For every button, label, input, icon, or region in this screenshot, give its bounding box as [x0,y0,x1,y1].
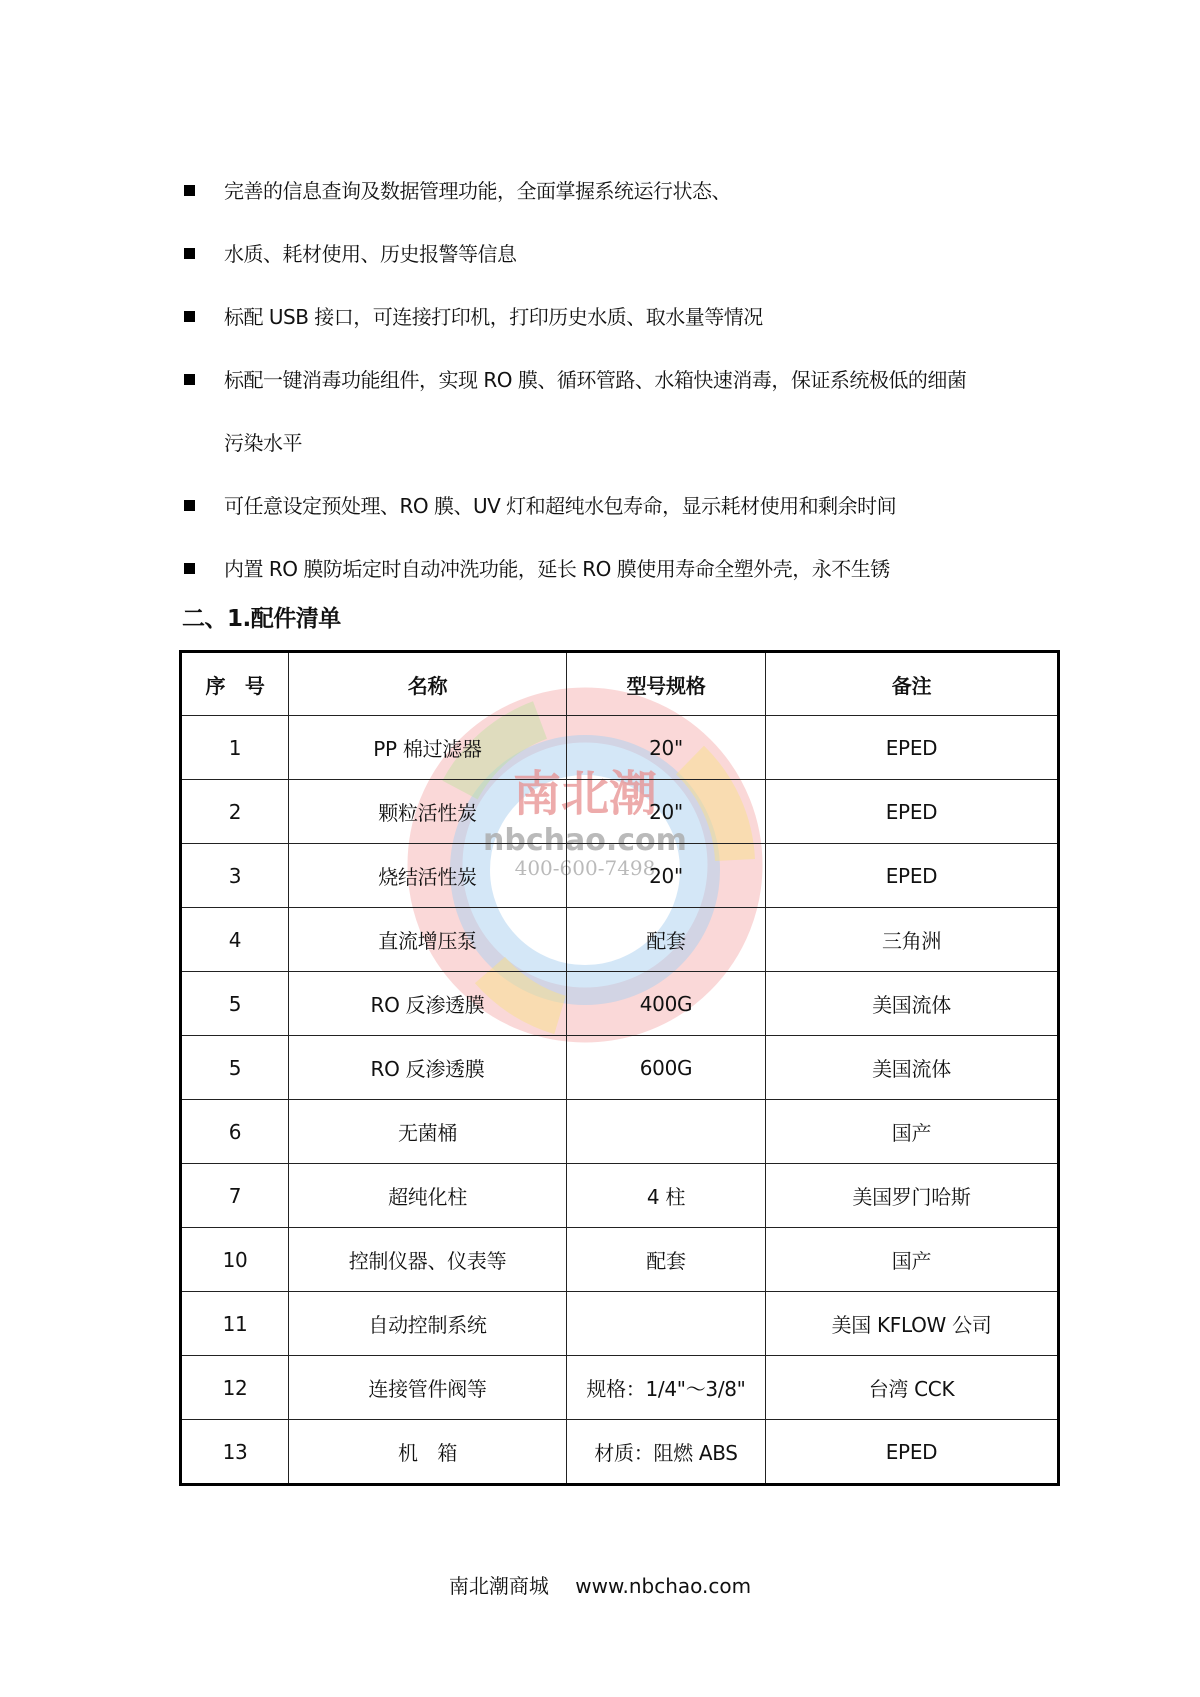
table-row [181,780,1059,844]
feature-item: 标配一键消毒功能组件，实现 RO 膜、循环管路、水箱快速消毒，保证系统极低的细菌 污染水平 [182,349,1062,475]
cell-remark: 美国流体 [766,1036,1059,1100]
table-row [181,1356,1059,1420]
svg-text:nbchao.com: nbchao.com [483,823,687,858]
table-row [181,1228,1059,1292]
feature-item: 水质、耗材使用、历史报警等信息 [182,223,1062,286]
square-bullet-icon [184,374,195,385]
cell-remark: 国产 [766,1100,1059,1164]
cell-name: 直流增压泵 [289,908,567,972]
table-row [181,1100,1059,1164]
table-row [181,1420,1059,1485]
cell-spec: 4 柱 [567,1164,766,1228]
table-row [181,716,1059,780]
section-heading: 二、1.配件清单 [182,606,341,632]
table-row [181,1292,1059,1356]
cell-index: 4 [181,908,289,972]
square-bullet-icon [184,500,195,511]
cell-index: 10 [181,1228,289,1292]
cell-remark: 美国流体 [766,972,1059,1036]
column-header-spec: 型号规格 [567,652,766,716]
cell-remark: 美国 KFLOW 公司 [766,1292,1059,1356]
cell-index: 2 [181,780,289,844]
cell-spec: 600G [567,1036,766,1100]
svg-text:400-600-7498: 400-600-7498 [514,856,656,880]
cell-remark: 美国罗门哈斯 [766,1164,1059,1228]
cell-spec: 20" [567,716,766,780]
cell-spec [567,1100,766,1164]
parts-list-table [179,650,1060,1486]
cell-index: 3 [181,844,289,908]
cell-spec: 规格：1/4"～3/8" [567,1356,766,1420]
cell-spec: 配套 [567,908,766,972]
feature-list [182,160,1062,601]
cell-spec: 20" [567,780,766,844]
cell-name: RO 反渗透膜 [289,1036,567,1100]
cell-remark: 台湾 CCK [766,1356,1059,1420]
cell-name: 机 箱 [289,1420,567,1485]
feature-item: 完善的信息查询及数据管理功能，全面掌握系统运行状态、 [182,160,1062,223]
cell-name: 连接管件阀等 [289,1356,567,1420]
cell-index: 1 [181,716,289,780]
cell-spec: 20" [567,844,766,908]
cell-remark: EPED [766,1420,1059,1485]
cell-name: 无菌桶 [289,1100,567,1164]
table-row [181,972,1059,1036]
table-row [181,908,1059,972]
cell-spec: 400G [567,972,766,1036]
table-row [181,1164,1059,1228]
cell-remark: 国产 [766,1228,1059,1292]
table-header-row [181,652,1059,716]
cell-remark: EPED [766,780,1059,844]
cell-name: 自动控制系统 [289,1292,567,1356]
cell-index: 5 [181,972,289,1036]
cell-remark: EPED [766,716,1059,780]
feature-item: 内置 RO 膜防垢定时自动冲洗功能，延长 RO 膜使用寿命全塑外壳，永不生锈 [182,538,1062,601]
cell-index: 11 [181,1292,289,1356]
column-header-name: 名称 [289,652,567,716]
page-footer [0,1570,1200,1599]
cell-index: 13 [181,1420,289,1485]
cell-index: 12 [181,1356,289,1420]
cell-name: PP 棉过滤器 [289,716,567,780]
cell-spec [567,1292,766,1356]
cell-name: 超纯化柱 [289,1164,567,1228]
square-bullet-icon [184,311,195,322]
square-bullet-icon [184,563,195,574]
cell-index: 7 [181,1164,289,1228]
square-bullet-icon [184,185,195,196]
cell-spec: 材质：阻燃 ABS [567,1420,766,1485]
cell-name: RO 反渗透膜 [289,972,567,1036]
svg-text:南北潮: 南北潮 [512,766,658,822]
cell-remark: EPED [766,844,1059,908]
footer-url[interactable]: www.nbchao.com [575,1574,752,1598]
cell-name: 烧结活性炭 [289,844,567,908]
cell-index: 6 [181,1100,289,1164]
column-header-index: 序 号 [181,652,289,716]
feature-item: 可任意设定预处理、RO 膜、UV 灯和超纯水包寿命，显示耗材使用和剩余时间 [182,475,1062,538]
footer-site-name: 南北潮商城 [448,1574,549,1598]
feature-item: 标配 USB 接口，可连接打印机，打印历史水质、取水量等情况 [182,286,1062,349]
column-header-remark: 备注 [766,652,1059,716]
cell-spec: 配套 [567,1228,766,1292]
cell-name: 控制仪器、仪表等 [289,1228,567,1292]
cell-remark: 三角洲 [766,908,1059,972]
cell-name: 颗粒活性炭 [289,780,567,844]
table-row [181,1036,1059,1100]
parts-list-table-container [179,650,1057,1486]
table-row [181,844,1059,908]
cell-index: 5 [181,1036,289,1100]
square-bullet-icon [184,248,195,259]
